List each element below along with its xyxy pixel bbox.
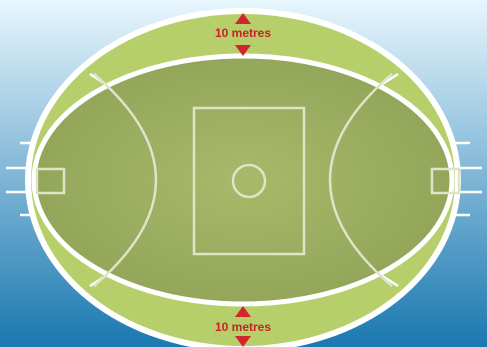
bottom-distance-label: 10 metres <box>214 320 272 334</box>
top-distance-label: 10 metres <box>214 26 272 40</box>
playing-field <box>34 56 452 304</box>
